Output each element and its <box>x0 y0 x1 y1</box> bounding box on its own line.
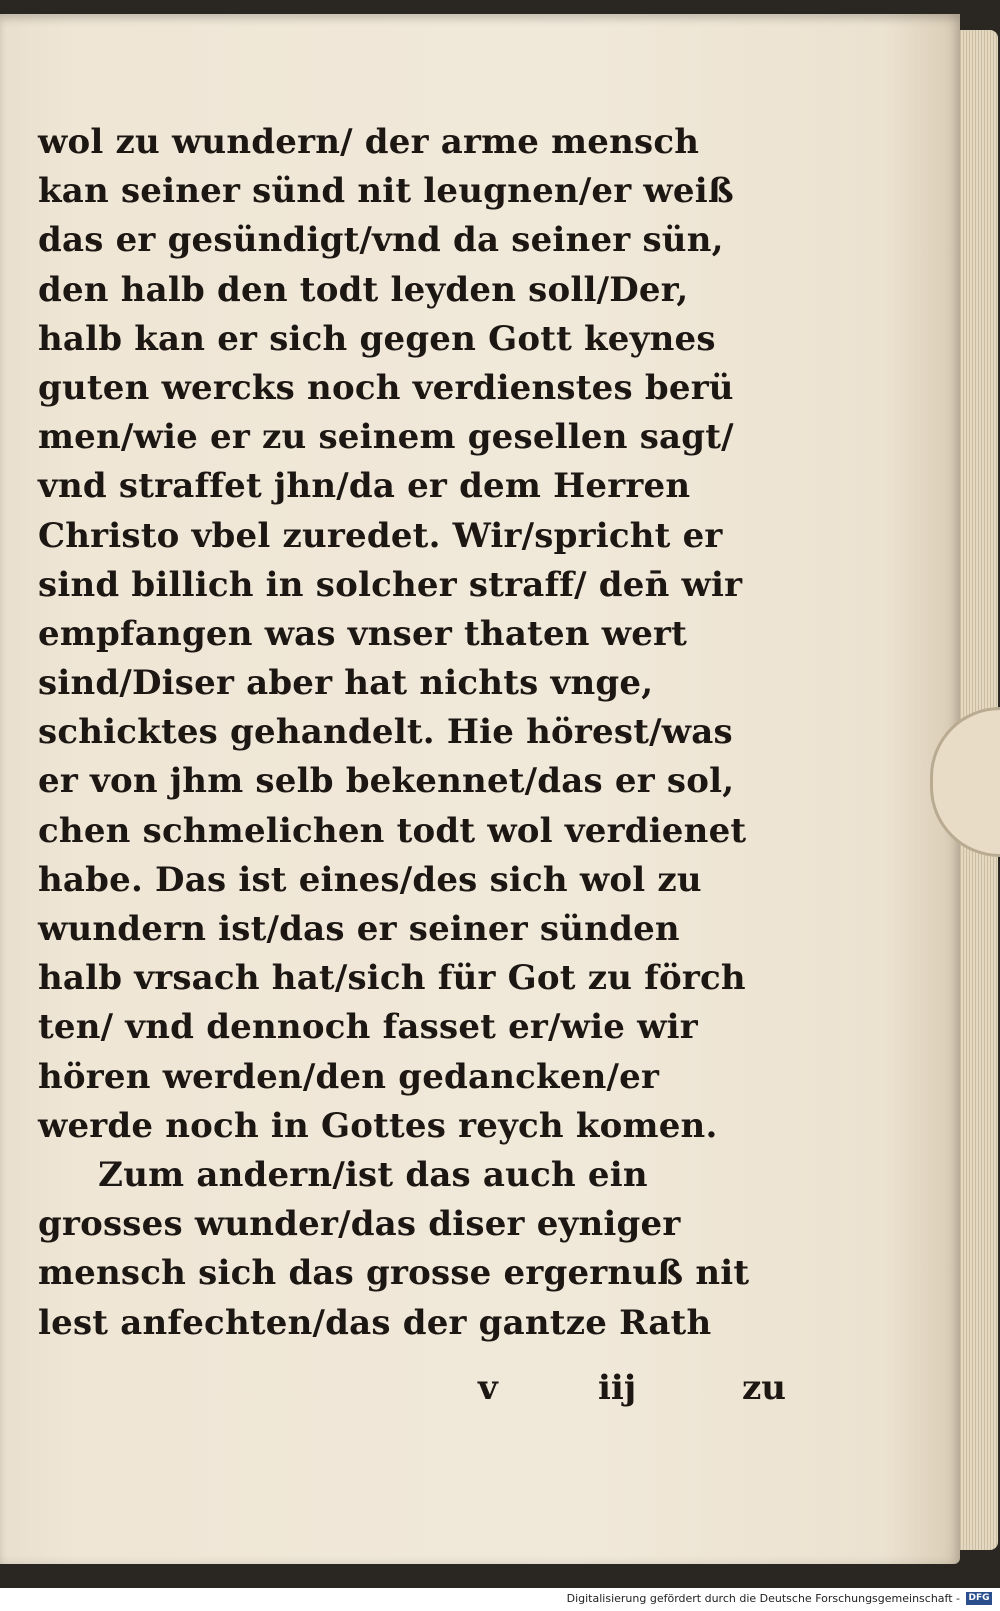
text-line: habe. Das ist eines/des sich wol zu <box>38 859 702 900</box>
text-line: den halb den todt leyden soll/Der, <box>38 269 689 310</box>
text-block <box>38 118 798 1348</box>
text-line: empfangen was vnser thaten wert <box>38 613 688 654</box>
dfg-logo: DFG <box>966 1592 992 1605</box>
text-line: das er gesündigt/vnd da seiner sün, <box>38 220 724 261</box>
text-line: ten/ vnd dennoch fasset er/wie wir <box>38 1007 698 1048</box>
text-line: halb vrsach hat/sich für Got zu förch <box>38 958 746 999</box>
text-line: schicktes gehandelt. Hie hörest/was <box>38 712 733 753</box>
text-line: mensch sich das grosse ergernuß nit <box>38 1253 750 1294</box>
text-line: wundern ist/das er seiner sünden <box>38 909 680 949</box>
text-line: chen schmelichen todt wol verdienet <box>38 810 747 851</box>
signature-number: iij <box>598 1368 637 1408</box>
text-line: Zum andern/ist das auch ein <box>38 1154 648 1195</box>
text-line: halb kan er sich gegen Gott keynes <box>38 318 716 359</box>
text-line: lest anfechten/das der gantze Rath <box>38 1302 712 1343</box>
text-line: sind/Diser aber hat nichts vnge, <box>38 663 654 704</box>
text-line: hören werden/den gedancken/er <box>38 1056 660 1097</box>
text-line: werde noch in Gottes reych komen. <box>38 1105 718 1146</box>
text-line: vnd straffet jhn/da er dem Herren <box>38 466 691 507</box>
catchword: zu <box>742 1368 787 1408</box>
text-line: er von jhm selb bekennet/das er sol, <box>38 761 735 802</box>
footer-credit: Digitalisierung gefördert durch die Deutsche Forschungsgemeinschaft - <box>566 1592 960 1605</box>
signature-mark: v <box>478 1368 498 1408</box>
text-line: sind billich in solcher straff/ den̄ wir <box>38 564 743 605</box>
text-line: Christo vbel zuredet. Wir/spricht er <box>38 515 723 556</box>
text-line: guten wercks noch verdienstes berü <box>38 367 734 408</box>
text-line: kan seiner sünd nit leugnen/er weiß <box>38 171 734 212</box>
text-line: grosses wunder/das diser eyniger <box>38 1204 681 1245</box>
text-line: men/wie er zu seinem gesellen sagt/ <box>38 417 734 458</box>
text-line: wol zu wundern/ der arme mensch <box>38 122 700 162</box>
